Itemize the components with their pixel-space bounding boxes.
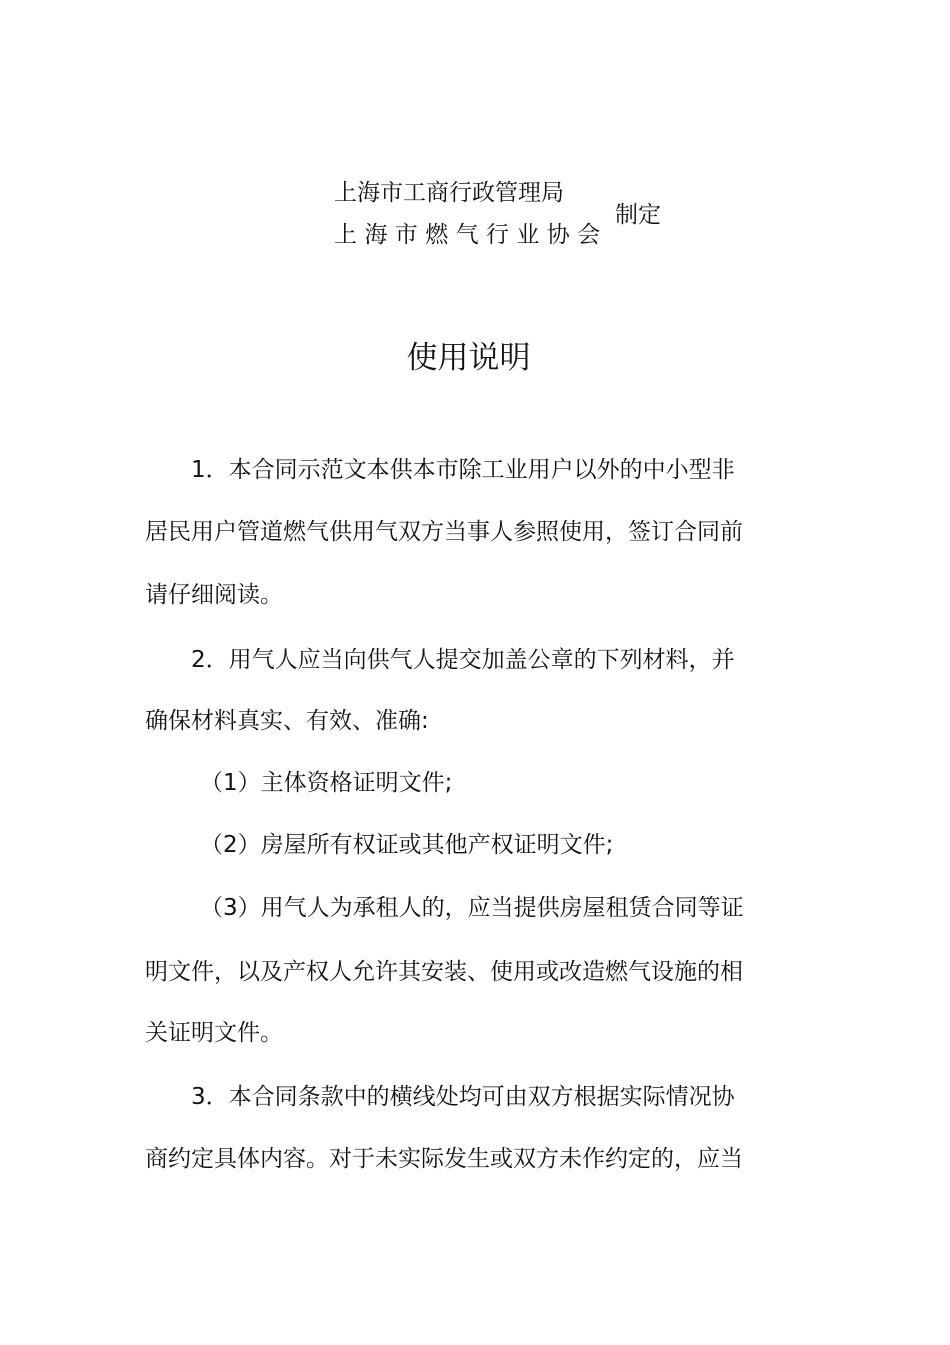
body-line: 商约定具体内容。对于未实际发生或双方未作约定的，应当 [145,1146,743,1172]
body-line: （1）主体资格证明文件; [200,770,453,796]
issuer-name-line-2: 上海市燃气行业协会 [334,222,608,248]
body-line: 关证明文件。 [145,1020,283,1046]
body-line: 1．本合同示范文本供本市除工业用户以外的中小型非 [191,457,735,483]
body-line: 居民用户管道燃气供用气双方当事人参照使用，签订合同前 [145,519,743,545]
issuer-suffix: 制定 [615,202,661,228]
body-line: （3）用气人为承租人的，应当提供房屋租赁合同等证 [200,895,744,921]
body-line: 请仔细阅读。 [145,582,283,608]
issuer-name-line-1: 上海市工商行政管理局 [334,180,564,206]
body-line: 确保材料真实、有效、准确: [145,708,429,734]
document-title: 使用说明 [406,340,531,376]
body-line: 3．本合同条款中的横线处均可由双方根据实际情况协 [191,1084,735,1110]
issuer-block [334,176,674,256]
body-line: （2）房屋所有权证或其他产权证明文件; [200,832,614,858]
body-line: 2．用气人应当向供气人提交加盖公章的下列材料，并 [191,647,735,673]
body-line: 明文件，以及产权人允许其安装、使用或改造燃气设施的相 [145,959,743,985]
